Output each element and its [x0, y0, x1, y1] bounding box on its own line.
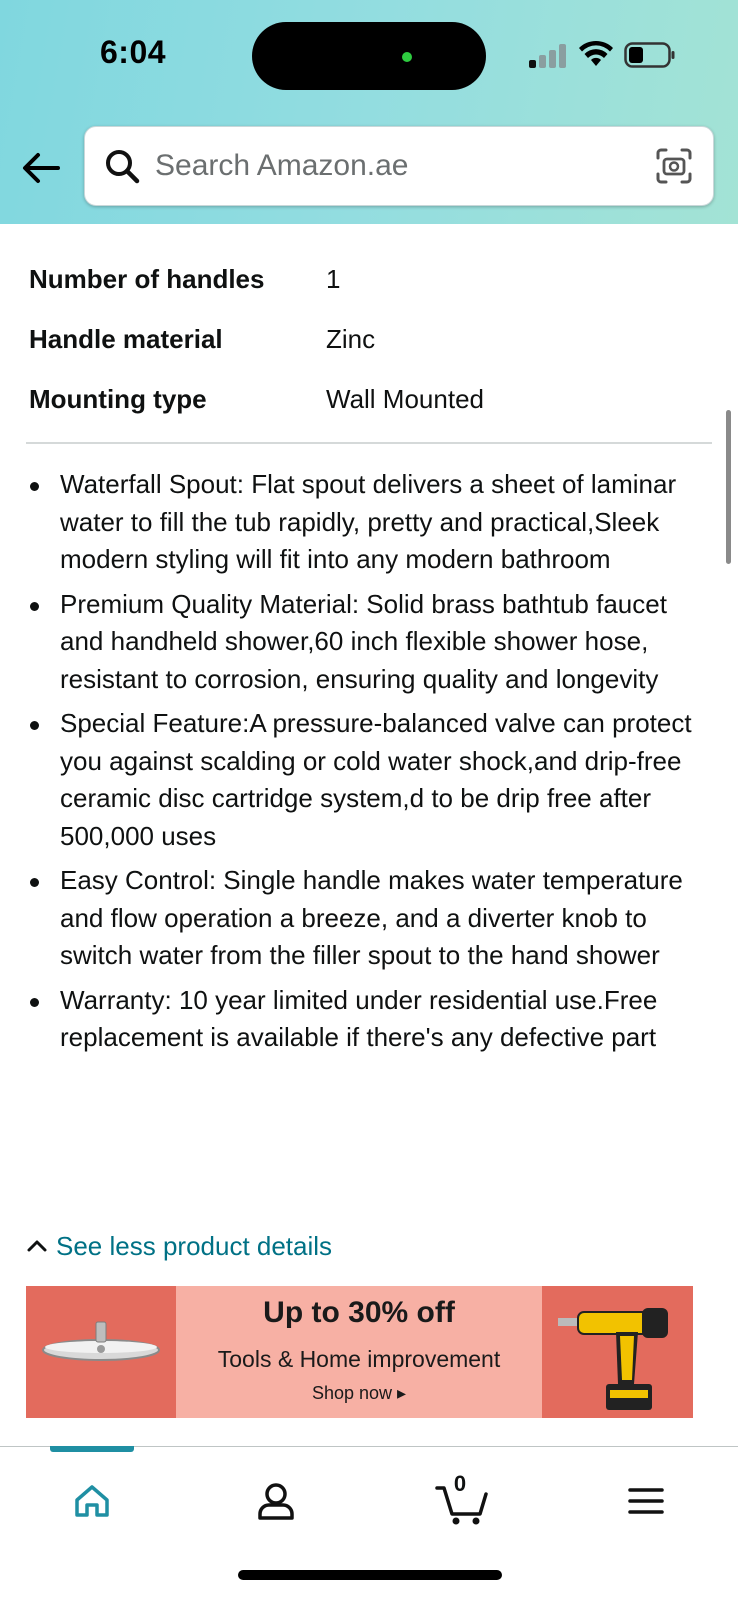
- nav-menu[interactable]: [606, 1469, 686, 1533]
- active-tab-indicator: [50, 1446, 134, 1452]
- banner-text-panel: [176, 1286, 542, 1418]
- see-less-details-link[interactable]: [26, 1228, 332, 1264]
- dynamic-island: [252, 22, 486, 90]
- search-placeholder: Search Amazon.ae: [155, 149, 409, 182]
- nav-account[interactable]: [236, 1469, 316, 1533]
- home-icon: [72, 1481, 112, 1521]
- nav-home[interactable]: [52, 1469, 132, 1533]
- spec-row-mounting-type: [0, 384, 738, 424]
- banner-subtitle: Tools & Home improvement: [217, 1346, 501, 1372]
- cellular-signal-icon: [529, 44, 567, 68]
- camera-indicator-dot: [402, 52, 412, 62]
- spec-row-handle-material: [0, 324, 738, 364]
- rain-shower-head-image: [40, 1316, 162, 1376]
- spec-value: 1: [326, 264, 341, 294]
- spec-row-number-of-handles: [0, 264, 738, 304]
- promo-banner[interactable]: [26, 1286, 693, 1418]
- status-time: 6:04: [100, 34, 167, 70]
- section-divider: [26, 442, 712, 444]
- nav-cart[interactable]: [422, 1469, 502, 1533]
- back-arrow-icon[interactable]: [20, 148, 64, 188]
- feature-bullet: Premium Quality Material: Solid brass bathtub faucet and handheld shower,60 inch flexible shower hose, resistant to corrosion, ensuring quality and longevity: [26, 586, 716, 699]
- vertical-scrollbar[interactable]: [726, 410, 731, 564]
- spec-key: Number of handles: [29, 264, 265, 294]
- power-drill-image: [554, 1292, 684, 1416]
- top-header: [0, 0, 738, 224]
- account-icon: [256, 1481, 296, 1521]
- menu-icon: [626, 1481, 666, 1521]
- search-input[interactable]: [84, 126, 714, 206]
- feature-bullet: Waterfall Spout: Flat spout delivers a sheet of laminar water to fill the tub rapidly, pretty and practical,Sleek modern styling will fit into any modern bathroom: [26, 466, 716, 579]
- product-feature-list: [26, 466, 716, 1064]
- feature-bullet: Easy Control: Single handle makes water temperature and flow operation a breeze, and a diverter knob to switch water from the filler spout to the hand shower: [26, 862, 716, 975]
- search-icon: [103, 147, 143, 187]
- home-indicator: [238, 1570, 502, 1580]
- camera-lens-search-icon[interactable]: [655, 147, 693, 185]
- spec-key: Mounting type: [29, 384, 207, 414]
- banner-shop-now[interactable]: Shop now ▸: [311, 1383, 407, 1403]
- spec-value: Wall Mounted: [326, 384, 484, 414]
- wifi-icon: [578, 40, 614, 68]
- chevron-up-icon: [26, 1235, 48, 1257]
- battery-icon: [624, 42, 676, 68]
- banner-title: Up to 30% off: [263, 1296, 455, 1329]
- cart-count: 0: [453, 1471, 467, 1496]
- see-less-label: See less product details: [56, 1230, 333, 1261]
- feature-bullet: Special Feature:A pressure-balanced valve can protect you against scalding or cold water shock,and drip-free ceramic disc cartridge system,d to be drip free after 500,000 uses: [26, 705, 716, 855]
- spec-value: Zinc: [326, 324, 376, 354]
- feature-bullet: Warranty: 10 year limited under residential use.Free replacement is available if there's any defective part: [26, 982, 716, 1057]
- spec-key: Handle material: [29, 324, 223, 354]
